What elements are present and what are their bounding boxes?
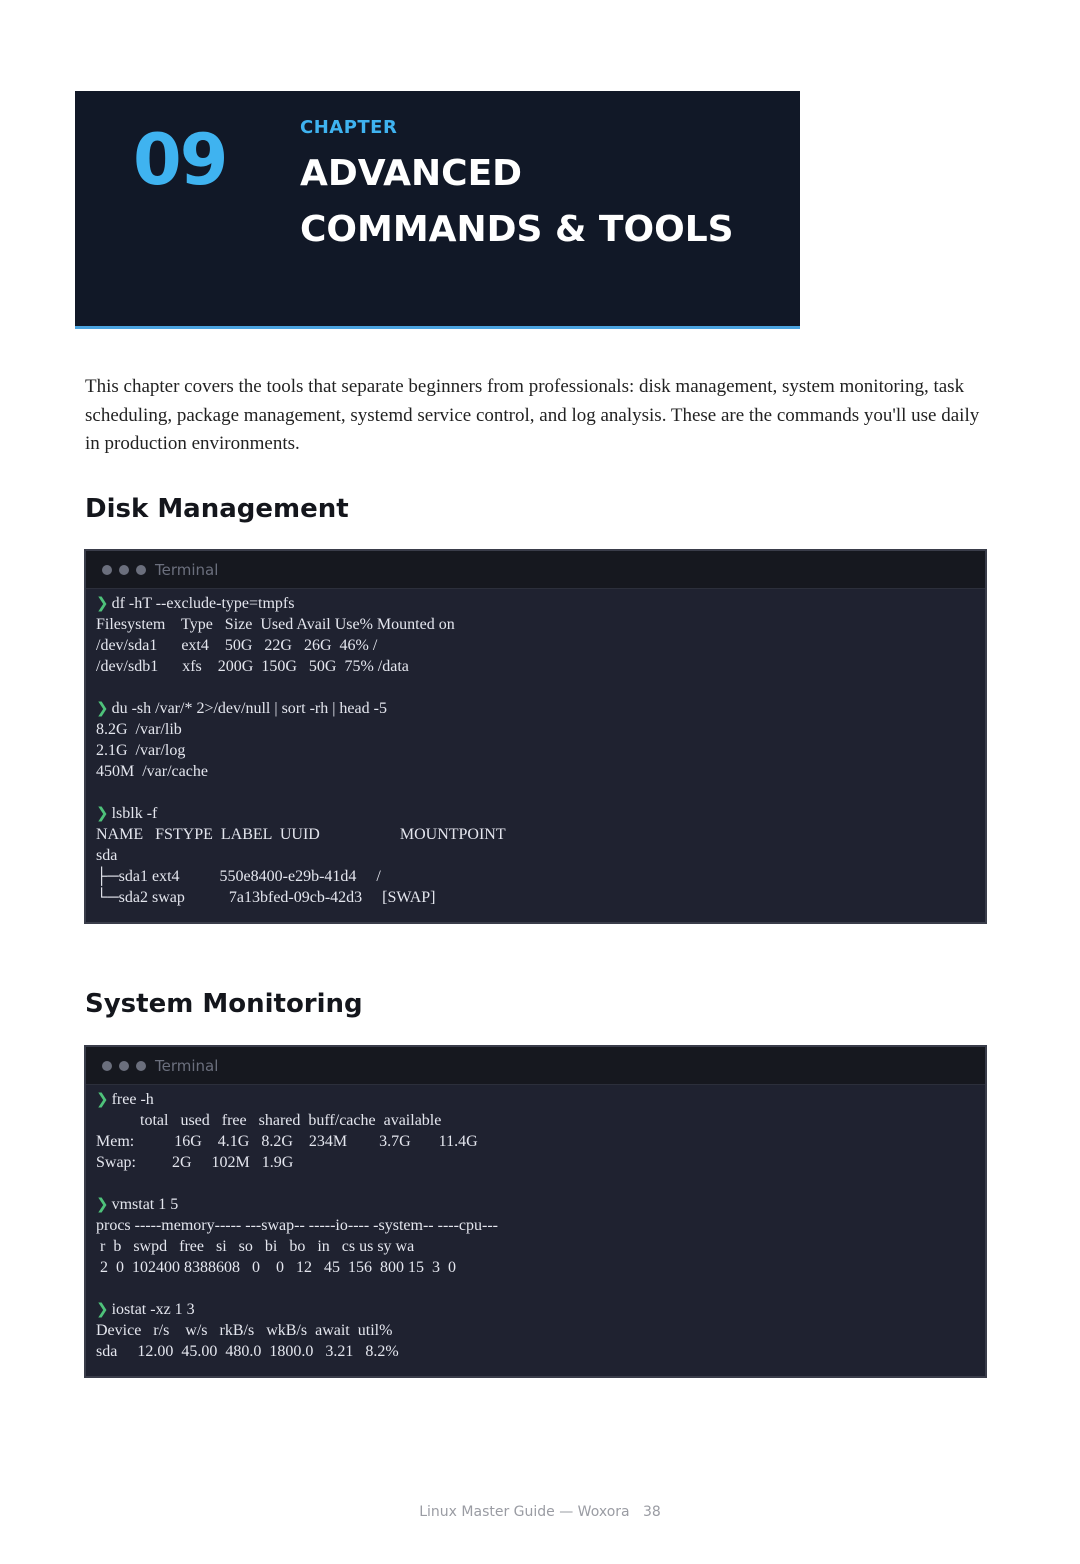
window-dot-icon — [119, 1061, 129, 1071]
window-dot-icon — [102, 565, 112, 575]
terminal-window-monitoring — [84, 1045, 987, 1378]
output-line: sda 12.00 45.00 480.0 1800.0 3.21 8.2% — [96, 1343, 399, 1360]
command-block — [96, 1089, 975, 1173]
command-text: iostat -xz 1 3 — [111, 1301, 195, 1318]
output-line: └─sda2 swap 7a13bfed-09cb-42d3 [SWAP] — [96, 889, 436, 906]
window-dot-icon — [136, 565, 146, 575]
section-heading-system-monitoring: System Monitoring — [85, 989, 363, 1019]
command-text: vmstat 1 5 — [111, 1196, 179, 1213]
output-line: procs -----memory----- ---swap-- -----io---- -system-- ----cpu--- — [96, 1217, 499, 1234]
command-block — [96, 1194, 975, 1278]
terminal-body — [86, 1085, 985, 1362]
chapter-kicker: CHAPTER — [300, 117, 398, 138]
chapter-title-line-1: ADVANCED — [300, 153, 523, 194]
chapter-title — [300, 146, 734, 258]
chapter-number: 09 — [133, 119, 227, 201]
command-line — [96, 803, 975, 824]
intro-paragraph: This chapter covers the tools that separate beginners from professionals: disk management, system monitoring, task scheduling, package management, systemd service control, and log analysis. These are the commands you'll use daily in production environments. — [85, 376, 980, 454]
terminal-title: Terminal — [155, 560, 219, 579]
output-line: /dev/sda1 ext4 50G 22G 26G 46% / — [96, 637, 378, 654]
output-line: 2 0 102400 8388608 0 0 12 45 156 800 15 3 0 — [96, 1259, 456, 1276]
output-line: sda — [96, 847, 118, 864]
output-line: 2.1G /var/log — [96, 742, 186, 759]
terminal-title-bar — [86, 1047, 985, 1085]
window-dot-icon — [102, 1061, 112, 1071]
terminal-title-bar — [86, 551, 985, 589]
terminal-body — [86, 589, 985, 908]
chapter-banner — [75, 91, 800, 329]
page-footer: Linux Master Guide — Woxora 38 — [419, 1504, 661, 1520]
terminal-window-disk — [84, 549, 987, 924]
command-block — [96, 803, 975, 908]
section-heading-disk-management: Disk Management — [85, 494, 349, 524]
command-line — [96, 593, 975, 614]
output-line: /dev/sdb1 xfs 200G 150G 50G 75% /data — [96, 658, 409, 675]
command-line — [96, 1299, 975, 1320]
output-line: Device r/s w/s rkB/s wkB/s await util% — [96, 1322, 393, 1339]
terminal-title: Terminal — [155, 1056, 219, 1075]
prompt-chevron-icon: ❯ — [96, 594, 109, 612]
output-line: ├─sda1 ext4 550e8400-e29b-41d4 / — [96, 868, 381, 885]
chapter-title-line-2: COMMANDS & TOOLS — [300, 209, 734, 250]
prompt-chevron-icon: ❯ — [96, 1090, 109, 1108]
window-dot-icon — [136, 1061, 146, 1071]
command-block — [96, 1299, 975, 1362]
command-text: du -sh /var/* 2>/dev/null | sort -rh | head -5 — [111, 700, 387, 717]
output-line: Swap: 2G 102M 1.9G — [96, 1154, 294, 1171]
command-block — [96, 698, 975, 782]
command-text: df -hT --exclude-type=tmpfs — [111, 595, 295, 612]
output-line: NAME FSTYPE LABEL UUID MOUNTPOINT — [96, 826, 506, 843]
output-line: Filesystem Type Size Used Avail Use% Mounted on — [96, 616, 455, 633]
command-line — [96, 698, 975, 719]
command-text: free -h — [111, 1091, 154, 1108]
command-line — [96, 1089, 975, 1110]
prompt-chevron-icon: ❯ — [96, 1300, 109, 1318]
output-line: 450M /var/cache — [96, 763, 208, 780]
output-line: r b swpd free si so bi bo in cs us sy wa — [96, 1238, 415, 1255]
command-line — [96, 1194, 975, 1215]
prompt-chevron-icon: ❯ — [96, 804, 109, 822]
command-text: lsblk -f — [111, 805, 158, 822]
output-line: Mem: 16G 4.1G 8.2G 234M 3.7G 11.4G — [96, 1133, 478, 1150]
prompt-chevron-icon: ❯ — [96, 699, 109, 717]
output-line: 8.2G /var/lib — [96, 721, 182, 738]
window-dot-icon — [119, 565, 129, 575]
prompt-chevron-icon: ❯ — [96, 1195, 109, 1213]
output-line: total used free shared buff/cache available — [96, 1112, 442, 1129]
command-block — [96, 593, 975, 677]
